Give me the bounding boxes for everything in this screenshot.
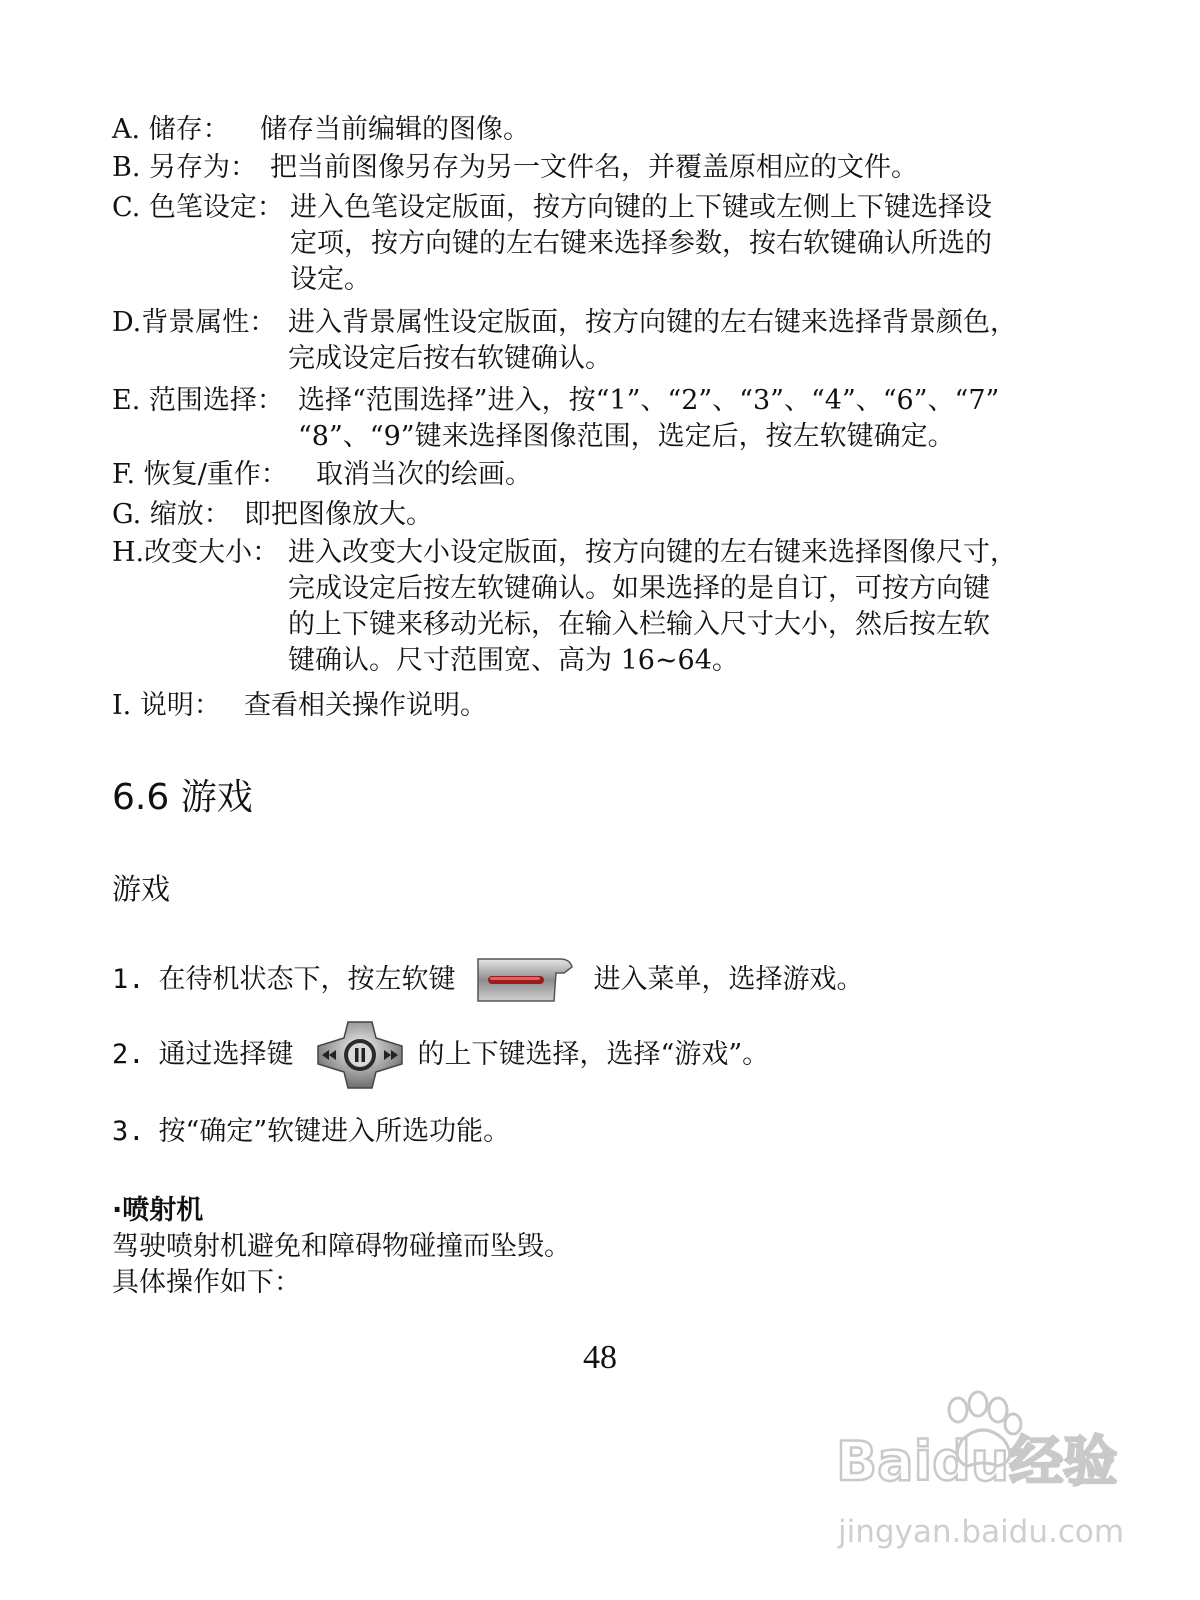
subsection-title: 游戏	[112, 872, 171, 906]
step-text: 在待机状态下，按左软键	[158, 964, 456, 995]
step-2	[112, 1020, 769, 1090]
item-description	[298, 383, 1098, 455]
item-line: 即把图像放大。	[244, 499, 433, 530]
item-line: 设定。	[290, 264, 371, 295]
item-line: “8”、“9”键来选择图像范围，选定后，按左软键确定。	[298, 421, 955, 452]
game-operations-label: 具体操作如下：	[112, 1267, 301, 1298]
watermark-logo-text: Baidu经验	[836, 1430, 1118, 1493]
item-line: 查看相关操作说明。	[244, 690, 487, 721]
step-number: 2.	[112, 1039, 145, 1070]
item-line: 键确认。尺寸范围宽、高为 16~64。	[288, 645, 739, 676]
menu-item-background	[112, 305, 1092, 379]
menu-item-resize	[112, 535, 1092, 685]
item-description	[316, 457, 1116, 493]
item-label: G. 缩放：	[112, 499, 231, 530]
menu-item-help	[112, 688, 1092, 724]
item-label: F. 恢复/重作：	[112, 459, 288, 490]
item-label: B. 另存为：	[112, 152, 258, 183]
page-number: 48	[583, 1339, 617, 1376]
item-line: 进入改变大小设定版面，按方向键的左右键来选择图像尺寸，	[288, 537, 1017, 568]
step-number: 3.	[112, 1116, 145, 1147]
step-1	[112, 955, 864, 1005]
item-label: H.改变大小：	[112, 537, 280, 568]
item-line: 取消当次的绘画。	[316, 459, 532, 490]
game-title-jet: ·喷射机	[112, 1195, 204, 1226]
item-description	[290, 190, 1090, 298]
item-label: C. 色笔设定：	[112, 192, 284, 223]
item-line: 进入色笔设定版面，按方向键的上下键或左侧上下键选择设	[290, 192, 992, 223]
item-description	[288, 535, 1088, 679]
step-text: 进入菜单，选择游戏。	[593, 964, 864, 995]
menu-item-undo-redo	[112, 457, 1092, 493]
item-label: I. 说明：	[112, 690, 221, 721]
item-line: 进入背景属性设定版面，按方向键的左右键来选择背景颜色，	[288, 307, 1017, 338]
watermark-url: jingyan.baidu.com	[838, 1514, 1125, 1550]
item-description	[288, 305, 1088, 377]
item-description	[260, 112, 1060, 148]
item-label: E. 范围选择：	[112, 385, 284, 416]
item-label: D.背景属性：	[112, 307, 277, 338]
item-label: A. 储存：	[112, 114, 230, 145]
step-text: 的上下键选择，选择“游戏”。	[417, 1039, 770, 1070]
menu-item-save-as	[112, 150, 1092, 186]
step-text: 通过选择键	[158, 1039, 294, 1070]
menu-item-pen-settings	[112, 190, 1092, 300]
menu-item-range-select	[112, 383, 1092, 457]
item-line: 完成设定后按左软键确认。如果选择的是自订，可按方向键	[288, 573, 990, 604]
item-description	[244, 497, 1044, 533]
menu-item-save	[112, 112, 1092, 148]
item-line: 把当前图像另存为另一文件名，并覆盖原相应的文件。	[270, 152, 918, 183]
item-description	[270, 150, 1070, 186]
item-line: 的上下键来移动光标，在输入栏输入尺寸大小，然后按左软	[288, 609, 990, 640]
step-text: 按“确定”软键进入所选功能。	[158, 1116, 511, 1147]
item-line: 定项，按方向键的左右键来选择参数，按右软键确认所选的	[290, 228, 992, 259]
navigation-key-icon	[314, 1020, 406, 1090]
left-softkey-icon	[476, 955, 576, 1005]
step-3	[112, 1114, 510, 1150]
baidu-jingyan-watermark	[828, 1390, 1128, 1590]
menu-item-zoom	[112, 497, 1092, 533]
section-title: 6.6 游戏	[112, 777, 253, 818]
item-line: 储存当前编辑的图像。	[260, 114, 530, 145]
item-line: 完成设定后按右软键确认。	[288, 343, 612, 374]
item-line: 选择“范围选择”进入，按“1”、“2”、“3”、“4”、“6”、“7”	[298, 385, 1000, 416]
item-description	[244, 688, 1044, 724]
game-description: 驾驶喷射机避免和障碍物碰撞而坠毁。	[112, 1231, 571, 1262]
step-number: 1.	[112, 964, 145, 995]
